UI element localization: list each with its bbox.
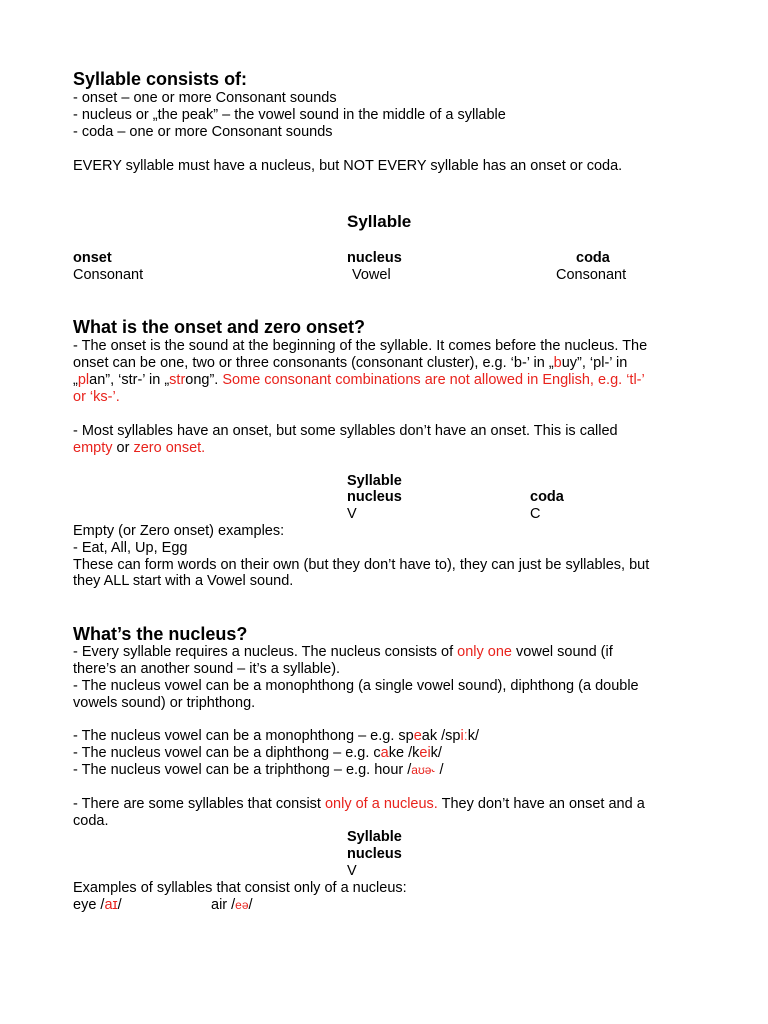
text-run: air / — [211, 897, 236, 913]
text-run: vowel sound (if — [512, 644, 613, 660]
highlight-text: zero onset. — [133, 440, 206, 456]
text-run: uy”, ‘pl-’ in — [561, 355, 628, 371]
diagram-coda-head: coda — [576, 250, 610, 266]
text-run: - There are some syllables that consist — [73, 796, 325, 812]
note-text: EVERY syllable must have a nucleus, but NOT EVERY syllable has an onset or coda. — [73, 158, 623, 174]
text-run: „ — [73, 372, 78, 388]
diagram-onset-value: Consonant — [73, 267, 144, 283]
text-run: k/ — [467, 728, 480, 744]
example-diphthong — [73, 745, 442, 762]
paragraph-line: they ALL start with a Vowel sound. — [73, 573, 294, 589]
highlight-text: pl — [77, 372, 90, 388]
list-item: - coda – one or more Consonant sounds — [73, 124, 333, 140]
paragraph-line: These can form words on their own (but they don’t have to), they can just be syllables, but — [73, 557, 650, 573]
example-triphthong — [73, 762, 444, 779]
diagram-title: Syllable — [347, 829, 402, 845]
paragraph-line: coda. — [73, 813, 109, 829]
text-run: an”, ‘str-’ in „ — [89, 372, 170, 388]
highlight-text: only one — [457, 644, 512, 660]
highlight-text: a — [380, 745, 389, 761]
highlight-text: str — [169, 372, 186, 388]
paragraph-line — [73, 355, 627, 372]
list-item: - nucleus or „the peak” – the vowel sound in the middle of a syllable — [73, 107, 506, 123]
paragraph-line — [73, 440, 205, 457]
highlight-text: iː — [460, 728, 468, 744]
highlight-text: ei — [419, 745, 431, 761]
text-run: - The nucleus vowel can be a triphthong – e.g. hour / — [73, 762, 412, 778]
diagram-coda-value: Consonant — [556, 267, 627, 283]
text-run: ke /k — [388, 745, 420, 761]
diagram-nucleus-head: nucleus — [347, 489, 402, 505]
section-heading-syllable-consists: Syllable consists of: — [73, 69, 248, 89]
diagram-onset-head: onset — [73, 250, 112, 266]
diagram-nucleus-value: Vowel — [352, 267, 391, 283]
paragraph-line: - Eat, All, Up, Egg — [73, 540, 188, 556]
text-run: ak /sp — [421, 728, 461, 744]
list-item: - onset – one or more Consonant sounds — [73, 90, 337, 106]
example-eye — [73, 897, 122, 914]
text-run: / — [248, 897, 253, 913]
section-heading-nucleus: What’s the nucleus? — [73, 624, 248, 644]
section-heading-onset: What is the onset and zero onset? — [73, 317, 366, 337]
paragraph-line: - The onset is the sound at the beginning of the syllable. It comes before the nucleus. The — [73, 338, 648, 354]
highlight-text: b — [553, 355, 562, 371]
highlight-text: Some consonant combinations are not allowed in English, e.g. ‘tl-’ — [222, 372, 645, 388]
highlight-text: or ‘ks-’. — [73, 389, 120, 405]
text-run: onset can be one, two or three consonants (consonant cluster), e.g. ‘b-’ in „ — [73, 355, 554, 371]
paragraph-line: Examples of syllables that consist only of a nucleus: — [73, 880, 407, 896]
paragraph-line: - The nucleus vowel can be a monophthong (a single vowel sound), diphthong (a double — [73, 678, 639, 694]
highlight-text: aʊə˞ — [411, 763, 436, 777]
text-run: or — [112, 440, 134, 456]
paragraph-line — [73, 372, 645, 389]
text-run: - The nucleus vowel can be a monophthong – e.g. sp — [73, 728, 414, 744]
paragraph-line — [73, 644, 613, 661]
text-run: - Every syllable requires a nucleus. The nucleus consists of — [73, 644, 458, 660]
diagram-coda-head: coda — [530, 489, 564, 505]
paragraph-line: vowels sound) or triphthong. — [73, 695, 256, 711]
text-run: - The nucleus vowel can be a diphthong – e.g. c — [73, 745, 381, 761]
diagram-coda-value: C — [530, 506, 541, 522]
diagram-title: Syllable — [347, 473, 402, 489]
example-monophthong — [73, 728, 479, 745]
text-run: k/ — [430, 745, 442, 761]
diagram-nucleus-head: nucleus — [347, 250, 402, 266]
paragraph-line: there’s an another sound – it’s a syllable). — [73, 661, 341, 677]
highlight-text: empty — [73, 440, 113, 456]
paragraph-line — [73, 796, 645, 813]
highlight-text: aɪ — [104, 897, 118, 913]
highlight-text: only of a nucleus. — [324, 796, 438, 812]
diagram-title: Syllable — [347, 212, 412, 231]
text-run: / — [435, 762, 444, 778]
diagram-nucleus-head: nucleus — [347, 846, 402, 862]
diagram-nucleus-value: V — [347, 863, 357, 879]
highlight-text: eə — [235, 898, 249, 912]
text-run: eye / — [73, 897, 105, 913]
paragraph-line: Empty (or Zero onset) examples: — [73, 523, 285, 539]
text-run: ong”. — [185, 372, 223, 388]
text-run: They don’t have an onset and a — [437, 796, 645, 812]
example-air — [211, 897, 253, 914]
paragraph-line: - Most syllables have an onset, but some syllables don’t have an onset. This is called — [73, 423, 618, 439]
diagram-nucleus-value: V — [347, 506, 357, 522]
highlight-text: e — [413, 728, 422, 744]
text-run: / — [117, 897, 122, 913]
